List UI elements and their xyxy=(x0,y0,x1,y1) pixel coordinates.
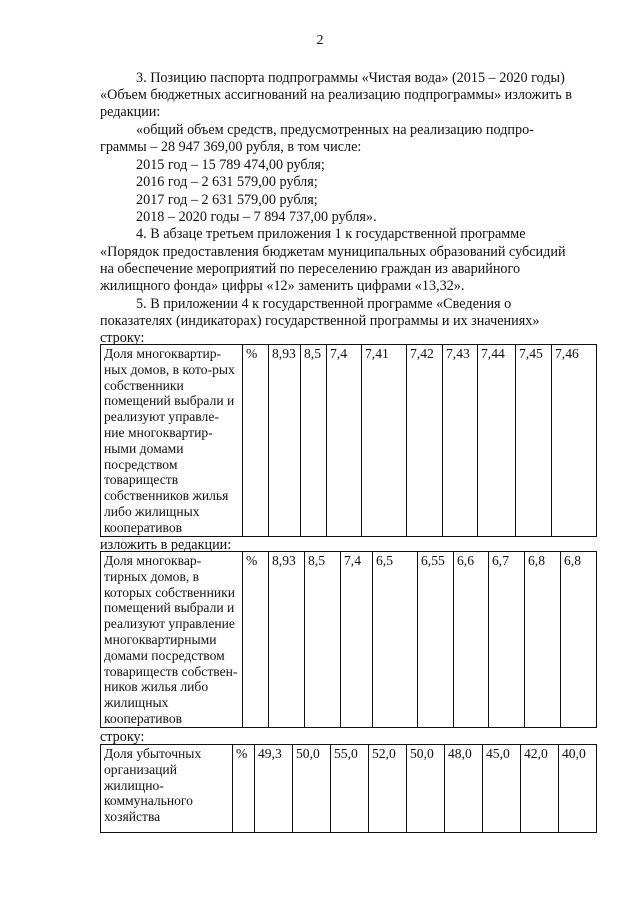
label-line: помещений выбрали и xyxy=(104,600,235,616)
value-cell: 7,42 xyxy=(407,345,443,537)
value-cell: 6,55 xyxy=(418,552,454,728)
label-line: коммунального xyxy=(104,793,193,809)
para4-line-1: 4. В абзаце третьем приложения 1 к государственной программе xyxy=(136,226,526,242)
edit-label: изложить в редакции: xyxy=(100,537,232,553)
value-cell: 50,0 xyxy=(293,745,331,833)
value-cell: 8,93 xyxy=(269,552,305,728)
value-cell: 6,5 xyxy=(373,552,418,728)
label-line: посредством xyxy=(104,456,178,472)
value-cell: 7,43 xyxy=(443,345,478,537)
para3-line-3: редакции: xyxy=(100,104,161,120)
indicator-label-cell xyxy=(101,345,243,537)
value-cell: 49,3 xyxy=(255,745,293,833)
label-line: жилищных xyxy=(104,695,169,711)
unit-cell: % xyxy=(233,745,255,833)
label-line: ников жилья либо xyxy=(104,679,209,695)
value-cell: 42,0 xyxy=(521,745,559,833)
label-line: тирных домов, в xyxy=(104,568,200,584)
label-line: собственников жилья xyxy=(104,488,229,504)
label-line: собственники xyxy=(104,377,184,393)
label-line: Доля многоквар- xyxy=(104,553,202,568)
label-line: товариществ собствен- xyxy=(104,663,238,679)
unit-cell: % xyxy=(243,552,269,728)
value-cell: 7,41 xyxy=(362,345,407,537)
indicator-table-loss xyxy=(100,744,597,833)
value-cell: 52,0 xyxy=(369,745,407,833)
value-cell: 8,93 xyxy=(269,345,301,537)
label-line: хозяйства xyxy=(104,809,161,825)
label-line: организаций xyxy=(104,761,177,777)
year-line-2017: 2017 год – 2 631 579,00 рубля; xyxy=(136,192,318,208)
label-line: ных домов, в кото-рых xyxy=(104,361,235,377)
indicator-table-old xyxy=(100,344,597,537)
unit-cell: % xyxy=(243,345,269,537)
value-cell: 6,6 xyxy=(454,552,489,728)
label-line: кооперативов xyxy=(104,710,183,726)
value-cell: 50,0 xyxy=(407,745,445,833)
para4-line-2: «Порядок предоставления бюджетам муниципальных образований субсидий xyxy=(100,244,566,260)
row-label: строку: xyxy=(100,729,145,745)
value-cell: 55,0 xyxy=(331,745,369,833)
label-line: домами посредством xyxy=(104,647,225,663)
label-line: Доля многоквартир- xyxy=(104,346,222,361)
para5-line-1: 5. В приложении 4 к государственной программе «Сведения о xyxy=(136,296,512,312)
para5-line-3: строку: xyxy=(100,330,145,346)
page-number: 2 xyxy=(316,33,324,48)
label-line: ние многоквартир- xyxy=(104,424,213,440)
para3-line-4: «общий объем средств, предусмотренных на реализацию подпро- xyxy=(136,122,534,138)
value-cell: 7,44 xyxy=(478,345,516,537)
value-cell: 7,45 xyxy=(516,345,552,537)
label-line: ными домами xyxy=(104,440,184,456)
label-line: Доля убыточных xyxy=(104,746,202,761)
year-line-2015: 2015 год – 15 789 474,00 рубля; xyxy=(136,157,325,173)
para3-line-2: «Объем бюджетных ассигнований на реализацию подпрограммы» изложить в xyxy=(100,87,572,103)
indicator-label-cell xyxy=(101,745,233,833)
para4-line-4: жилищного фонда» цифры «12» заменить цифрами «13,32». xyxy=(100,278,465,294)
label-line: либо жилищных xyxy=(104,503,200,519)
label-line: которых собственники xyxy=(104,584,236,600)
para4-line-3: на обеспечение мероприятий по переселению граждан из аварийного xyxy=(100,261,521,277)
value-cell: 7,46 xyxy=(552,345,597,537)
label-line: многоквартирными xyxy=(104,631,217,647)
year-line-2018-2020: 2018 – 2020 годы – 7 894 737,00 рубля». xyxy=(136,209,377,225)
label-line: жилищно- xyxy=(104,777,164,793)
para5-line-2: показателях (индикаторах) государственной программы и их значениях» xyxy=(100,313,540,329)
para3-line-5: граммы – 28 947 369,00 рубля, в том числе: xyxy=(100,139,362,155)
value-cell: 8,5 xyxy=(305,552,341,728)
para3-line-1: 3. Позицию паспорта подпрограммы «Чистая вода» (2015 – 2020 годы) xyxy=(136,70,565,86)
value-cell: 40,0 xyxy=(559,745,597,833)
value-cell: 6,7 xyxy=(489,552,525,728)
value-cell: 6,8 xyxy=(525,552,561,728)
label-line: кооперативов xyxy=(104,519,183,535)
indicator-label-cell xyxy=(101,552,243,728)
value-cell: 6,8 xyxy=(561,552,597,728)
label-line: реализуют управление xyxy=(104,616,235,632)
value-cell: 8,5 xyxy=(301,345,327,537)
label-line: помещений выбрали и xyxy=(104,393,235,409)
label-line: реализуют управле- xyxy=(104,409,219,425)
value-cell: 7,4 xyxy=(341,552,373,728)
indicator-table-new xyxy=(100,551,597,728)
value-cell: 48,0 xyxy=(445,745,483,833)
value-cell: 7,4 xyxy=(327,345,362,537)
year-line-2016: 2016 год – 2 631 579,00 рубля; xyxy=(136,174,318,190)
label-line: товариществ xyxy=(104,472,179,488)
value-cell: 45,0 xyxy=(483,745,521,833)
